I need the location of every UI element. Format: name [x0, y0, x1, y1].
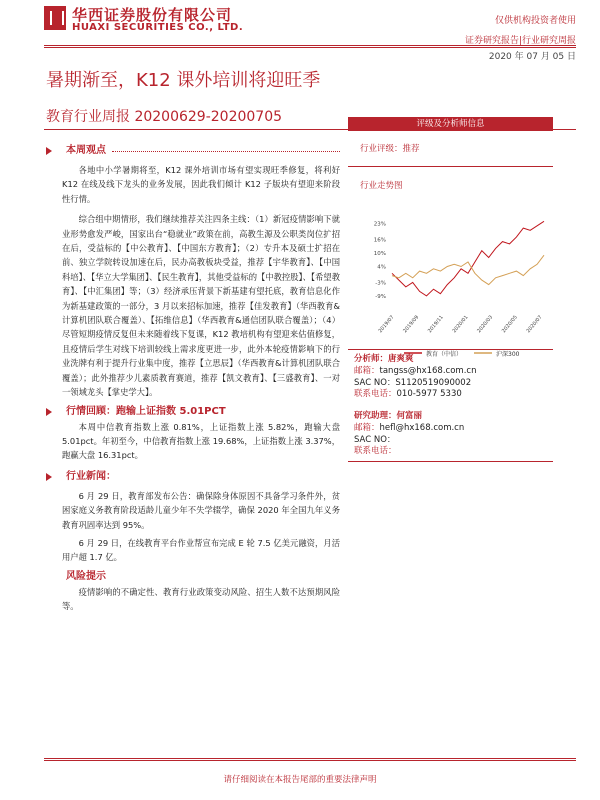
report-title: 暑期渐至，K12 课外培训将迎旺季 [46, 70, 321, 91]
sidebar-title-bar: 评级及分析师信息 [348, 117, 553, 131]
section-heading-news [44, 469, 340, 485]
x-tick-label: 2019/07 [377, 314, 396, 335]
assistant-email-key: 邮箱： [354, 422, 380, 433]
viewpoint-paragraph-1: 各地中小学暑期将至，K12 课外培训市场有望实现旺季修复，将利好 K12 在线及线下龙头的业务发展，因此我们倾计 K12 子版块有望迎来阶段性行情。 [62, 165, 340, 204]
assistant-title: 研究助理：何富丽 [354, 411, 423, 421]
section-heading-text: 行业新闻： [66, 470, 116, 482]
report-subtitle: 教育行业周报 20200629-20200705 [46, 109, 283, 125]
x-tick-label: 2020/05 [500, 314, 519, 335]
dotted-divider [112, 151, 340, 152]
news-paragraph-1: 6 月 29 日，教育部发布公告：确保除身体原因不具备学习条件外，贫困家庭义务教育阶段适龄儿童少年不失学辍学，确保 2020 年全国九年义务教育巩固率达到 95%。 [62, 490, 340, 530]
assistant-sac-key: SAC NO： [354, 434, 396, 445]
analyst-title: 分析师：唐爽爽 [354, 354, 414, 364]
sidebar-divider [348, 166, 553, 167]
y-tick-label: 23% [373, 221, 386, 228]
y-tick-label: 10% [373, 250, 386, 257]
analyst-contact [354, 354, 476, 401]
bullet-triangle-icon [46, 147, 52, 155]
x-tick-label: 2020/01 [451, 314, 470, 335]
section-heading-risk [44, 569, 340, 585]
bullet-triangle-icon [46, 473, 52, 481]
sidebar-bottom-divider [348, 461, 553, 462]
series-line-hs300 [392, 255, 544, 284]
legal-notice: 请仔细阅读在本报告尾部的重要法律声明 [223, 775, 377, 785]
section-heading-market [44, 404, 340, 420]
sidebar-divider [348, 349, 553, 350]
analyst-email[interactable]: tangss@hx168.com.cn [379, 365, 477, 376]
series-line-education [392, 221, 544, 296]
trend-chart-label: 行业走势图 [360, 181, 403, 191]
assistant-email[interactable]: hefl@hx168.com.cn [379, 422, 465, 433]
x-tick-label: 2019/09 [402, 314, 421, 335]
section-heading-viewpoint [44, 143, 340, 159]
legend-label-hs300: 沪深300 [496, 351, 520, 358]
analyst-sac-key: SAC NO： [354, 377, 396, 388]
report-type: 证券研究报告|行业研究周报 [464, 36, 576, 46]
analyst-phone: 010-5977 5330 [396, 389, 462, 400]
y-tick-label: -9% [375, 293, 386, 300]
company-name-en: HUAXI SECURITIES CO., LTD. [72, 22, 244, 33]
market-paragraph: 本周中信教育指数上涨 0.81%，上证指数上涨 5.82%，跑输大盘 5.01pct。年初至今，中信教育指数上涨 19.68%，上证指数上涨 3.37%，跑赢大盘 16.31pct。 [62, 421, 340, 461]
news-paragraph-2: 6 月 29 日，在线教育平台作业帮宣布完成 E 轮 7.5 亿美元融资，月活用户超 1.7 亿。 [62, 537, 340, 563]
analyst-email-key: 邮箱： [354, 365, 380, 376]
assistant-phone-key: 联系电话： [354, 446, 397, 457]
y-tick-label: -3% [375, 280, 386, 287]
legend-label-education: 教育（中信） [426, 351, 463, 358]
section-heading-text: 风险提示 [66, 570, 106, 582]
company-name-cn: 华西证券股份有限公司 [72, 6, 233, 24]
x-tick-label: 2020/03 [476, 314, 495, 335]
y-tick-label: 16% [373, 237, 386, 244]
section-heading-text: 本周观点 [66, 145, 106, 156]
header-divider-secondary [44, 47, 576, 48]
footer-divider [44, 758, 576, 759]
main-content [44, 143, 340, 614]
x-tick-label: 2019/11 [426, 314, 445, 335]
audience-note: 仅供机构投资者使用 [494, 16, 576, 26]
footer-divider-secondary [44, 760, 576, 761]
viewpoint-paragraph-2: 综合组中期情形，我们继续推荐关注四条主线：（1）新冠疫情影响下就业形势愈发严峻，国家出台“稳就业”政策在前，高教生源及公职类岗位扩招在后，受益标的【中公教育】、【中国东方教育】；（2）专升本及硕士扩招在前、独立学院转设加速在后，民办高教板块受益，推荐【宇华教育】、【中国科培】、【华立大学集团】、【民生教育】，其他受益标的【中教控股】、【希望教育】、【中汇集团】等；（3）经济承压背景下新基建有望托底，教育信息化作为新基建政策的一部分，3 月以来招标加速，推荐【佳发教育】（华西教育&计算机团队联合覆盖）、【拓维信息】（华西教育&通信团队联合覆盖）；（4）尽管短期疫情反复但未来随着线下复课，K12 教培机构有望迎来估值修复，且疫情后学生对线下培训较线上需求度更进一步，此外本轮疫情影响下的行业洗牌有利于提升行业集中度，推荐【立思辰】（华西教育&计算机团队联合覆盖）；此外推荐少儿素质教育赛道，推荐【凯文教育】、【三盛教育】、一对一领域龙头【掌史学大】。 [62, 214, 340, 398]
analyst-sac: S1120519090002 [395, 377, 472, 388]
analyst-phone-key: 联系电话： [354, 389, 397, 400]
x-tick-label: 2020/07 [525, 314, 544, 335]
bullet-triangle-icon [46, 408, 52, 416]
assistant-contact [354, 411, 464, 458]
sidebar [348, 117, 553, 457]
y-tick-label: 4% [377, 264, 386, 271]
section-heading-text: 行情回顾：跑输上证指数 5.01PCT [66, 405, 226, 417]
risk-paragraph: 疫情影响的不确定性、教育行业政策变动风险、招生人数不达预期风险等。 [62, 586, 340, 612]
industry-trend-chart [348, 205, 553, 367]
report-date: 2020 年 07 月 05 日 [488, 52, 576, 62]
industry-rating: 行业评级：推荐 [360, 144, 420, 154]
company-logo-mark [44, 6, 66, 30]
